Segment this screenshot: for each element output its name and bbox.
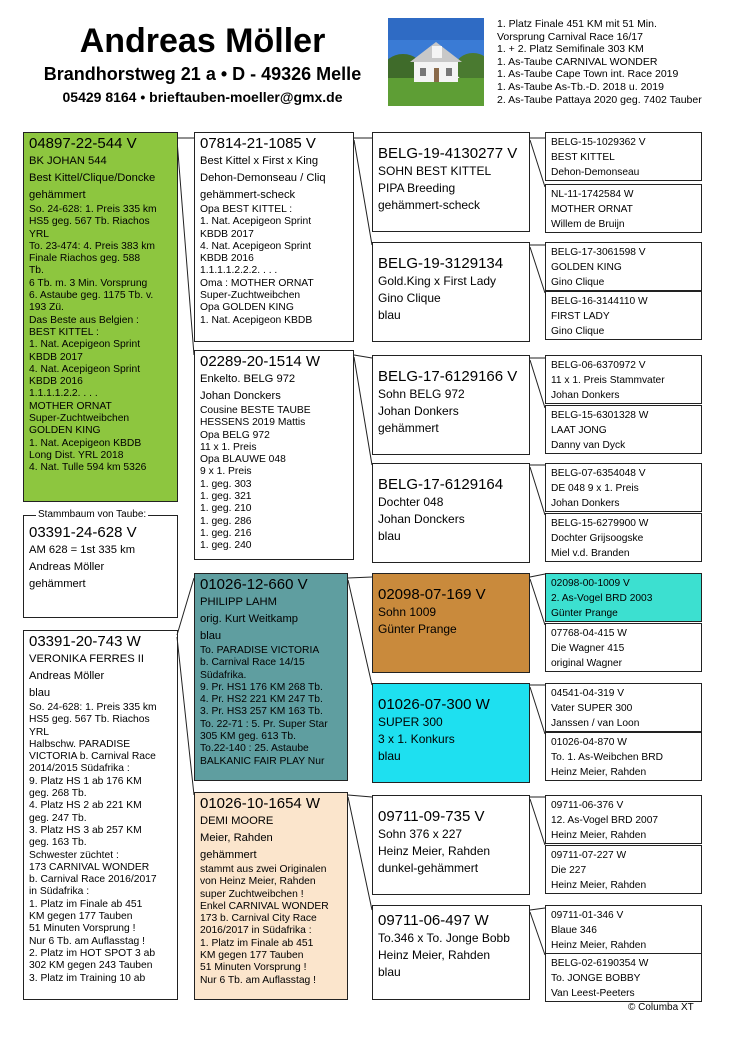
breeder-address: Brandhorstweg 21 a • D - 49326 Melle xyxy=(43,64,362,84)
gg-grandparent-box[interactable] xyxy=(545,132,702,181)
gg-grandparent-box[interactable] xyxy=(545,732,702,781)
great-grandparent-box[interactable] xyxy=(372,905,530,1000)
gg-grandparent-box[interactable] xyxy=(545,184,702,233)
gg-grandparent-line: Dehon-Demonseau xyxy=(551,167,640,178)
gg-grandparent-line: BEST KITTEL xyxy=(551,152,615,163)
gg-grandparent-box[interactable] xyxy=(545,683,702,732)
great-grandparent-line: Gold.King x First Lady xyxy=(378,274,497,288)
great-grandparent-ring: 01026-07-300 W xyxy=(378,696,490,713)
gg-grandparent-line: Danny van Dyck xyxy=(551,440,626,451)
gg-grandparent-ring: 09711-06-376 V xyxy=(551,800,624,811)
grandparent-line: Enkelto. BELG 972 xyxy=(200,373,296,385)
gg-grandparent-box[interactable] xyxy=(545,513,702,562)
subject-box[interactable] xyxy=(23,515,178,618)
grandparent-line: gehämmert-scheck xyxy=(200,189,296,201)
grandparent-line: Johan Donckers xyxy=(200,390,281,402)
great-grandparent-line: 3 x 1. Konkurs xyxy=(378,732,455,746)
grandparent-notes: Opa BEST KITTEL : 1. Nat. Acepigeon Sprint KBDB 2017 4. Nat. Acepigeon Sprint KBDB 2016 1.1.1.1.2.2.2. . . . Oma : MOTHER ORNAT Super-Zuchtweibchen Opa GOLDEN KING 1. Nat. Acepigeon KBDB xyxy=(200,204,314,326)
gg-grandparent-box[interactable] xyxy=(545,405,702,454)
gg-grandparent-ring: BELG-17-3061598 V xyxy=(551,247,646,258)
gg-grandparent-ring: BELG-02-6190354 W xyxy=(551,958,649,969)
great-grandparent-line: Sohn 1009 xyxy=(378,605,437,619)
gg-grandparent-line: MOTHER ORNAT xyxy=(551,204,633,215)
great-grandparent-line: SOHN BEST KITTEL xyxy=(378,164,492,178)
award-line: 1. As-Taube Cape Town int. Race 2019 xyxy=(497,68,679,81)
grandparent-line: PHILIPP LAHM xyxy=(200,596,277,608)
mother-notes: So. 24-628: 1. Preis 335 km HS5 geg. 567 Tb. Riachos YRL Halbschw. PARADISE VICTORIA b. Carnival Race 2014/2015 Südafrika : 9. Platz HS 1 ab 176 KM geg. 268 Tb. 4. Platz HS 2 ab 221 KM geg. 247 Tb. 3. Platz HS 3 ab 257 KM geg. 163 Tb. Schwester züchtet : 173 CARNIVAL WONDER b. Carnival Race 2016/2017 in Südafrika : 1. Platz im Finale ab 451 KM gegen 177 Tauben 51 Minuten Vorsprung ! Nur 6 Tb. am Auflasstag ! 2. Platz im HOT SPOT 3 ab 302 KM gegen 243 Tauben 3. Platz im Training 10 ab xyxy=(29,702,157,984)
gg-grandparent-line: FIRST LADY xyxy=(551,311,610,322)
great-grandparent-box[interactable] xyxy=(372,683,530,783)
grandparent-line: blau xyxy=(200,630,222,642)
great-grandparent-line: blau xyxy=(378,965,401,979)
loft-photo xyxy=(388,18,484,106)
father-box[interactable] xyxy=(23,132,178,502)
grandparent-notes: stammt aus zwei Originalen von Heinz Meier, Rahden super Zuchtweibchen ! Enkel CARNIVAL WONDER 173 b. Carnival City Race 2016/2017 in Südafrika : 1. Platz im Finale ab 451 KM gegen 177 Tauben 51 Minuten Vorsprung ! Nur 6 Tb. am Auflasstag ! xyxy=(200,864,329,986)
grandparent-ring: 01026-12-660 V xyxy=(200,576,308,593)
copyright: © Columba XT xyxy=(628,1002,694,1013)
gg-grandparent-ring: BELG-06-6370972 V xyxy=(551,360,646,371)
gg-grandparent-box[interactable] xyxy=(545,573,702,622)
gg-grandparent-ring: BELG-15-6301328 W xyxy=(551,410,649,421)
gg-grandparent-line: DE 048 9 x 1. Preis xyxy=(551,483,639,494)
gg-grandparent-ring: 07768-04-415 W xyxy=(551,628,627,639)
gg-grandparent-line: Johan Donkers xyxy=(551,498,620,509)
gg-grandparent-ring: BELG-07-6354048 V xyxy=(551,468,646,479)
gg-grandparent-line: Van Leest-Peeters xyxy=(551,988,635,999)
gg-grandparent-ring: BELG-16-3144110 W xyxy=(551,296,648,307)
great-grandparent-line: Dochter 048 xyxy=(378,495,444,509)
great-grandparent-line: Heinz Meier, Rahden xyxy=(378,948,491,962)
great-grandparent-box[interactable] xyxy=(372,573,530,673)
gg-grandparent-line: 12. As-Vogel BRD 2007 xyxy=(551,815,659,826)
great-grandparent-line: Heinz Meier, Rahden xyxy=(378,844,491,858)
grandparent-box[interactable] xyxy=(194,350,354,560)
grandparent-box[interactable] xyxy=(194,573,348,781)
breeder-contact: 05429 8164 • brieftauben-moeller@gmx.de xyxy=(62,89,343,105)
grandparent-line: Meier, Rahden xyxy=(200,832,273,844)
great-grandparent-line: gehämmert xyxy=(378,421,439,435)
grandparent-notes: To. PARADISE VICTORIA b. Carnival Race 14/15 Südafrika. 9. Pr. HS1 176 KM 268 Tb. 4. Pr. HS2 221 KM 247 Tb. 3. Pr. HS3 257 KM 163 Tb. To. 22-71 : 5. Pr. Super Star 305 KM geg. 613 Tb. To.22-140 : 25. Astaube BALKANIC FAIR PLAY Nur xyxy=(200,645,328,767)
great-grandparent-box[interactable] xyxy=(372,795,530,895)
gg-grandparent-ring: 09711-07-227 W xyxy=(551,850,627,861)
gg-grandparent-line: To. 1. As-Weibchen BRD xyxy=(551,752,663,763)
gg-grandparent-line: Willem de Bruijn xyxy=(551,219,625,230)
gg-grandparent-line: Vater SUPER 300 xyxy=(551,703,633,714)
great-grandparent-box[interactable] xyxy=(372,463,530,563)
stammbaum-label: Stammbaum von Taube: xyxy=(38,509,147,520)
great-grandparent-line: SUPER 300 xyxy=(378,715,443,729)
grandparent-line: DEMI MOORE xyxy=(200,815,274,827)
grandparent-box[interactable] xyxy=(194,792,348,1000)
gg-grandparent-line: original Wagner xyxy=(551,658,622,669)
great-grandparent-box[interactable] xyxy=(372,242,530,342)
grandparent-ring: 01026-10-1654 W xyxy=(200,795,321,812)
great-grandparent-ring: BELG-19-3129134 xyxy=(378,255,504,272)
gg-grandparent-box[interactable] xyxy=(545,242,702,291)
gg-grandparent-ring: BELG-15-1029362 V xyxy=(551,137,646,148)
father-name: BK JOHAN 544 xyxy=(29,155,107,167)
gg-grandparent-line: Dochter Grijsoogske xyxy=(551,533,644,544)
great-grandparent-box[interactable] xyxy=(372,355,530,455)
gg-grandparent-box[interactable] xyxy=(545,291,702,340)
great-grandparent-line: blau xyxy=(378,749,401,763)
great-grandparent-line: Sohn BELG 972 xyxy=(378,387,465,401)
mother-box[interactable] xyxy=(23,630,178,1000)
gg-grandparent-line: Blaue 346 xyxy=(551,925,597,936)
grandparent-line: orig. Kurt Weitkamp xyxy=(200,613,299,625)
great-grandparent-ring: 09711-06-497 W xyxy=(378,912,489,929)
gg-grandparent-line: Gino Clique xyxy=(551,326,605,337)
great-grandparent-box[interactable] xyxy=(372,132,530,232)
great-grandparent-line: Gino Clique xyxy=(378,291,441,305)
father-color: gehämmert xyxy=(29,189,86,201)
great-grandparent-line: Sohn 376 x 227 xyxy=(378,827,463,841)
gg-grandparent-box[interactable] xyxy=(545,463,702,512)
award-line: 1. As-Taube As-Tb.-D. 2018 u. 2019 xyxy=(497,80,664,93)
gg-grandparent-ring: NL-11-1742584 W xyxy=(551,189,634,200)
gg-grandparent-line: Günter Prange xyxy=(551,608,618,619)
great-grandparent-ring: BELG-17-6129164 xyxy=(378,476,504,493)
mother-ring: 03391-20-743 W xyxy=(29,633,141,650)
great-grandparent-ring: BELG-17-6129166 V xyxy=(378,368,518,385)
great-grandparent-line: Johan Donckers xyxy=(378,512,465,526)
subject-color: gehämmert xyxy=(29,578,86,590)
gg-grandparent-ring: 01026-04-870 W xyxy=(551,737,627,748)
gg-grandparent-box[interactable] xyxy=(545,905,702,954)
great-grandparent-line: Johan Donkers xyxy=(378,404,459,418)
award-line: 1. + 2. Platz Semifinale 303 KM xyxy=(497,43,644,56)
grandparent-notes: Cousine BESTE TAUBE HESSENS 2019 Mattis Opa BELG 972 11 x 1. Preis Opa BLAUWE 048 9 x 1. Preis 1. geg. 303 1. geg. 321 1. geg. 210 1. geg. 286 1. geg. 216 1. geg. 240 xyxy=(200,405,311,552)
gg-grandparent-line: 2. As-Vogel BRD 2003 xyxy=(551,593,653,604)
grandparent-line: Best Kittel x First x King xyxy=(200,155,319,167)
gg-grandparent-box[interactable] xyxy=(545,953,702,1002)
subject-info: AM 628 = 1st 335 km xyxy=(29,544,136,556)
gg-grandparent-line: Heinz Meier, Rahden xyxy=(551,830,647,841)
gg-grandparent-ring: 09711-01-346 V xyxy=(551,910,624,921)
father-strain: Best Kittel/Clique/Doncke xyxy=(29,172,156,184)
great-grandparent-line: blau xyxy=(378,308,401,322)
gg-grandparent-line: Janssen / van Loon xyxy=(551,718,640,729)
award-line: 1. Platz Finale 451 KM mit 51 Min. xyxy=(497,18,657,30)
subject-ring: 03391-24-628 V xyxy=(29,524,137,541)
mother-name: VERONIKA FERRES II xyxy=(29,653,145,665)
gg-grandparent-line: Heinz Meier, Rahden xyxy=(551,940,647,951)
gg-grandparent-line: Gino Clique xyxy=(551,277,605,288)
gg-grandparent-box[interactable] xyxy=(545,355,702,404)
gg-grandparent-line: To. JONGE BOBBY xyxy=(551,973,641,984)
great-grandparent-ring: 09711-09-735 V xyxy=(378,808,485,825)
gg-grandparent-line: GOLDEN KING xyxy=(551,262,622,273)
gg-grandparent-box[interactable] xyxy=(545,795,702,844)
great-grandparent-line: blau xyxy=(378,529,401,543)
great-grandparent-line: gehämmert-scheck xyxy=(378,198,481,212)
gg-grandparent-box[interactable] xyxy=(545,845,702,894)
father-ring: 04897-22-544 V xyxy=(29,135,137,152)
subject-breeder: Andreas Möller xyxy=(29,561,105,573)
mother-breeder: Andreas Möller xyxy=(29,670,105,682)
father-notes: So. 24-628: 1. Preis 335 km HS5 geg. 567 Tb. Riachos YRL To. 23-474: 4. Preis 383 km Finale Riachos geg. 588 Tb. 6 Tb. m. 3 Min. Vorsprung 6. Astaube geg. 1175 Tb. v. 193 Zü. Das Beste aus Belgien : BEST KITTEL : 1. Nat. Acepigeon Sprint KBDB 2017 4. Nat. Acepigeon Sprint KBDB 2016 1.1.1.1.2.2. . . . MOTHER ORNAT Super-Zuchtweibchen GOLDEN KING 1. Nat. Acepigeon KBDB Long Dist. YRL 2018 4. Nat. Tulle 594 km 5326 xyxy=(29,204,157,474)
grandparent-line: Dehon-Demonseau / Cliq xyxy=(200,172,326,184)
award-line: Vorsprung Carnival Race 16/17 xyxy=(497,30,643,43)
grandparent-box[interactable] xyxy=(194,132,354,342)
gg-grandparent-line: Johan Donkers xyxy=(551,390,620,401)
gg-grandparent-line: Die Wagner 415 xyxy=(551,643,625,654)
breeder-name: Andreas Möller xyxy=(79,22,326,60)
gg-grandparent-ring: 02098-00-1009 V xyxy=(551,578,630,589)
gg-grandparent-line: Heinz Meier, Rahden xyxy=(551,767,647,778)
grandparent-line: gehämmert xyxy=(200,849,257,861)
gg-grandparent-line: Miel v.d. Branden xyxy=(551,548,630,559)
award-line: 1. As-Taube CARNIVAL WONDER xyxy=(497,55,658,68)
great-grandparent-line: To.346 x To. Jonge Bobb xyxy=(378,931,510,945)
great-grandparent-ring: 02098-07-169 V xyxy=(378,586,486,603)
gg-grandparent-box[interactable] xyxy=(545,623,702,672)
gg-grandparent-ring: 04541-04-319 V xyxy=(551,688,625,699)
gg-grandparent-ring: BELG-15-6279900 W xyxy=(551,518,649,529)
gg-grandparent-line: LAAT JONG xyxy=(551,425,607,436)
grandparent-ring: 02289-20-1514 W xyxy=(200,353,321,370)
mother-color: blau xyxy=(29,687,51,699)
great-grandparent-line: Günter Prange xyxy=(378,622,457,636)
great-grandparent-line: PIPA Breeding xyxy=(378,181,456,195)
awards-list xyxy=(497,18,702,106)
grandparent-ring: 07814-21-1085 V xyxy=(200,135,316,152)
great-grandparent-line: dunkel-gehämmert xyxy=(378,861,479,875)
great-grandparent-ring: BELG-19-4130277 V xyxy=(378,145,518,162)
award-line: 2. As-Taube Pattaya 2020 geg. 7402 Tauber xyxy=(497,93,702,106)
gg-grandparent-line: 11 x 1. Preis Stammvater xyxy=(551,375,665,386)
gg-grandparent-line: Die 227 xyxy=(551,865,587,876)
gg-grandparent-line: Heinz Meier, Rahden xyxy=(551,880,647,891)
